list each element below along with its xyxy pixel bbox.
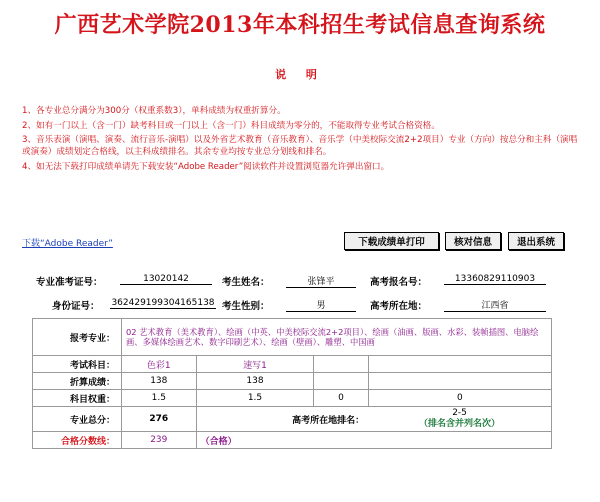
page-title: 广西艺术学院2013年本科招生考试信息查询系统 [54,12,546,38]
weight-cell: 1.5 [196,390,314,407]
table-row [33,373,552,390]
major-value: 02 艺术教育（美术教育）、绘画（中英、中美校际交流2+2项目）、绘画（油画、版画、水彩、装帧插图、电脑绘画、多媒体绘画艺术、数字印刷艺术）、绘画（壁画）、雕塑、中国画 [122,319,552,356]
rank-note: （排名含并列名次） [419,419,501,429]
table-row [33,356,552,373]
verify-info-button[interactable]: 核对信息 [445,232,501,250]
exam-no-label: 专业准考证号： [36,277,103,288]
subject-cell: 速写1 [196,356,314,373]
subject-cell: 色彩1 [122,356,197,373]
exam-no-value: 13020142 [120,274,212,285]
converted-cell: 138 [196,373,314,390]
total-value: 276 [122,407,197,432]
gender-label: 考生性别： [222,301,270,312]
notes-heading: 说 明 [275,68,325,81]
note-item: 2、如有一门以上（含一门）缺考科目或一门以上（含一门）科目成绩为零分的，不能取得专业考试合格资格。 [22,121,440,131]
converted-cell [314,373,368,390]
download-adobe-reader-link[interactable]: 下载“Adobe Reader” [22,239,113,249]
gender-value: 男 [286,298,356,312]
pass-status: （合格） [196,432,551,449]
subject-cell [314,356,368,373]
gaokao-no-value: 13360829110903 [444,274,546,285]
subject-cell [368,356,551,373]
name-label: 考生姓名： [222,277,270,288]
province-value: 江西省 [444,298,546,312]
table-row [33,390,552,407]
id-value: 362429199304165138 [111,298,215,308]
note-item: 4、如无法下载打印成绩单请先下载安装“Adobe Reader”阅读软件并设置浏览器允许弹出窗口。 [22,162,390,172]
converted-label: 折算成绩： [33,373,122,390]
converted-cell: 138 [122,373,197,390]
weight-cell: 1.5 [122,390,197,407]
major-label: 报考专业： [33,319,122,356]
converted-cell [368,373,551,390]
notes-list [22,104,582,175]
logout-button[interactable]: 退出系统 [508,232,564,250]
subjects-label: 考试科目： [33,356,122,373]
weight-cell: 0 [314,390,368,407]
table-row [33,407,552,432]
province-label: 高考所在地： [370,301,428,312]
rank-cell [368,407,551,432]
gaokao-no-label: 高考报名号： [370,277,428,288]
name-value: 张锋平 [286,274,356,288]
total-label: 专业总分： [33,407,122,432]
download-print-button[interactable]: 下载成绩单打印 [344,232,439,250]
weight-cell: 0 [368,390,551,407]
pass-line-label: 合格分数线： [33,432,122,449]
note-item: 3、音乐表演（演唱、演奏、流行音乐-演唱）以及外省艺术教育（音乐教育）、音乐学（中美校际交流2+2项目）专业（方向）按总分和主科（演唱或演奏）成绩划定合格线，以主科成绩排名。其余专业均按专业总分划线和排名。 [22,135,578,157]
pass-line-value: 239 [122,432,197,449]
scores-table [32,318,552,449]
weight-label: 科目权重： [33,390,122,407]
table-row [33,319,552,356]
table-row [33,432,552,449]
rank-value: 2-5 [452,408,467,418]
id-label: 身份证号： [52,301,100,312]
note-item: 1、各专业总分满分为300分（权重系数3），单科成绩为权重折算分。 [22,106,286,116]
rank-label: 高考所在地排名： [196,407,368,432]
